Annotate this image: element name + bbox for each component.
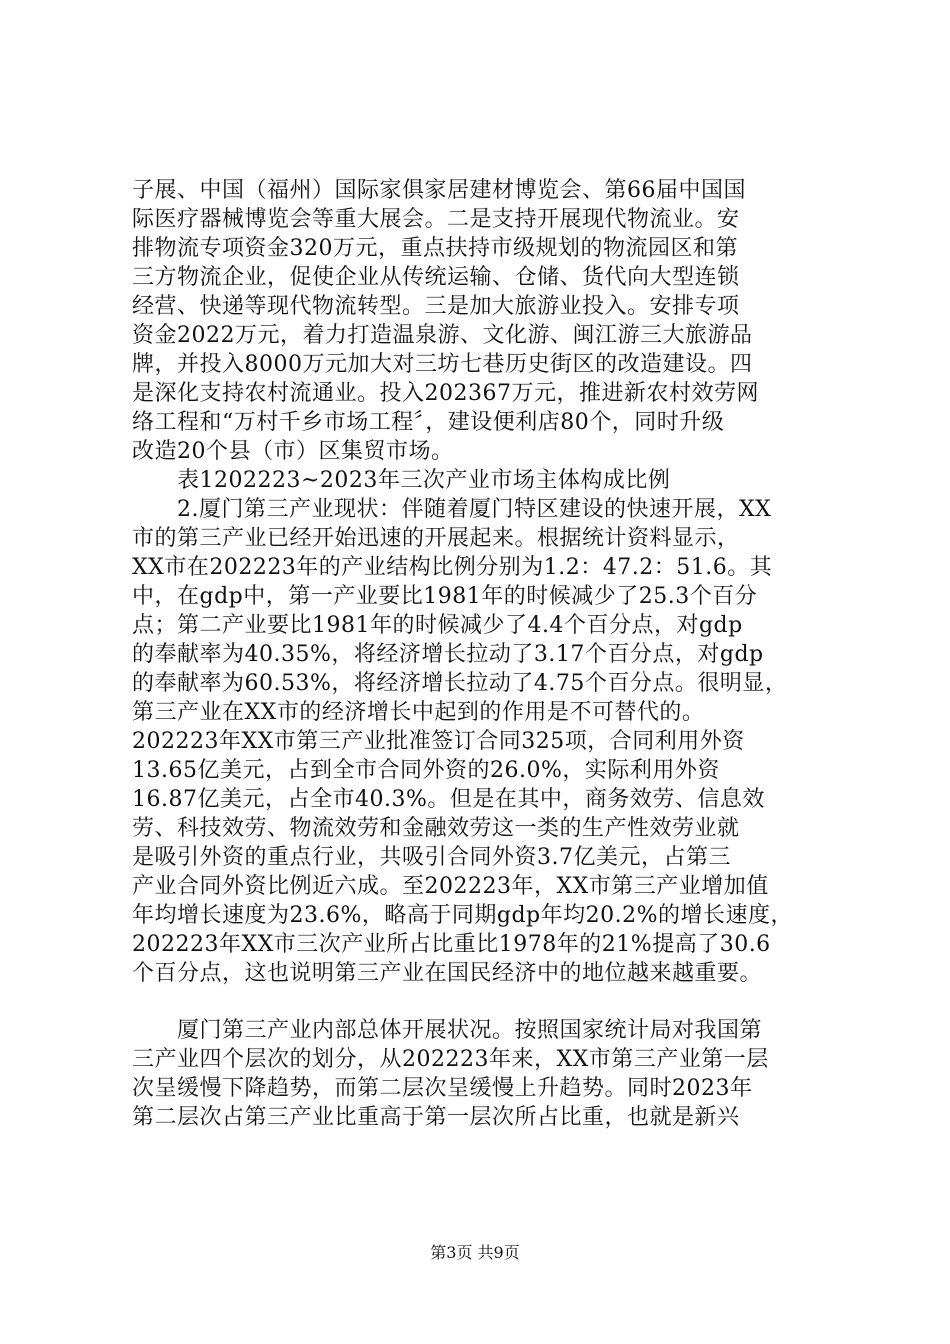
text-line: 子展、中国（福州）国际家俱家居建材博览会、第66届中国国 — [132, 178, 746, 203]
text-line: 市的第三产业已经开始迅速的开展起来。根据统计资料显示， — [132, 526, 740, 551]
text-line: 劳、科技效劳、物流效劳和金融效劳这一类的生产性效劳业就 — [132, 816, 740, 841]
text-line: 产业合同外资比例近六成。至202223年，XX市第三产业增加值 — [132, 874, 769, 899]
text-line: 202223年XX市第三产业批准签订合同325项，合同利用外资 — [132, 729, 745, 754]
text-line: 三方物流企业，促使企业从传统运输、仓储、货代向大型连锁 — [132, 265, 740, 290]
text-line: 资金2022万元，着力打造温泉游、文化游、闽江游三大旅游品 — [132, 323, 753, 348]
text-line: 点；第二产业要比1981年的时候减少了4.4个百分点，对gdp — [132, 613, 743, 638]
text-line: 的奉献率为60.53%，将经济增长拉动了4.75个百分点。很明显， — [132, 671, 788, 696]
text-line: 的奉献率为40.35%，将经济增长拉动了3.17个百分点，对gdp — [132, 642, 764, 667]
text-line: 年均增长速度为23.6%，略高于同期gdp年均20.2%的增长速度， — [132, 903, 794, 928]
document-body — [132, 176, 832, 1132]
text-line: 第三产业在XX市的经济增长中起到的作用是不可替代的。 — [132, 700, 705, 725]
text-line: 厦门第三产业内部总体开展状况。按照国家统计局对我国第 — [132, 1018, 763, 1043]
text-line: 际医疗器械博览会等重大展会。二是支持开展现代物流业。安 — [132, 207, 740, 232]
text-line: 个百分点，这也说明第三产业在国民经济中的地位越来越重要。 — [132, 961, 763, 986]
page-footer — [0, 1243, 950, 1263]
text-line: 络工程和“万村千乡市场工程〞，建设便利店80个，同时升级 — [132, 410, 725, 435]
table-caption: 表1202223~2023年三次产业市场主体构成比例 — [132, 468, 671, 493]
text-line: 是吸引外资的重点行业，共吸引合同外资3.7亿美元，占第三 — [132, 845, 731, 870]
paragraph-spacer — [132, 988, 832, 1016]
text-line: 排物流专项资金320万元，重点扶持市级规划的物流园区和第 — [132, 236, 738, 261]
text-line: 第二层次占第三产业比重高于第一层次所占比重，也就是新兴 — [132, 1105, 740, 1130]
text-line: 16.87亿美元，占全市40.3%。但是在其中，商务效劳、信息效 — [132, 787, 765, 812]
text-line: 三产业四个层次的划分，从202223年来，XX市第三产业第一层 — [132, 1047, 769, 1072]
page-number: 第3页 共9页 — [430, 1243, 520, 1262]
text-line: 次呈缓慢下降趋势，而第二层次呈缓慢上升趋势。同时2023年 — [132, 1076, 753, 1101]
text-line: 改造20个县（市）区集贸市场。 — [132, 439, 454, 464]
text-line: 2.厦门第三产业现状：伴随着厦门特区建设的快速开展，XX — [132, 497, 772, 522]
text-line: 202223年XX市三次产业所占比重比1978年的21%提高了30.6 — [132, 932, 771, 957]
text-line: 是深化支持农村流通业。投入202367万元，推进新农村效劳网 — [132, 381, 759, 406]
text-line: XX市在202223年的产业结构比例分别为1.2：47.2：51.6。其 — [132, 555, 773, 580]
text-line: 经营、快递等现代物流转型。三是加大旅游业投入。安排专项 — [132, 294, 740, 319]
text-line: 牌，并投入8000万元加大对三坊七巷历史街区的改造建设。四 — [132, 352, 753, 377]
text-line: 中，在gdp中，第一产业要比1981年的时候减少了25.3个百分 — [132, 584, 758, 609]
text-line: 13.65亿美元，占到全市合同外资的26.0%，实际利用外资 — [132, 758, 720, 783]
